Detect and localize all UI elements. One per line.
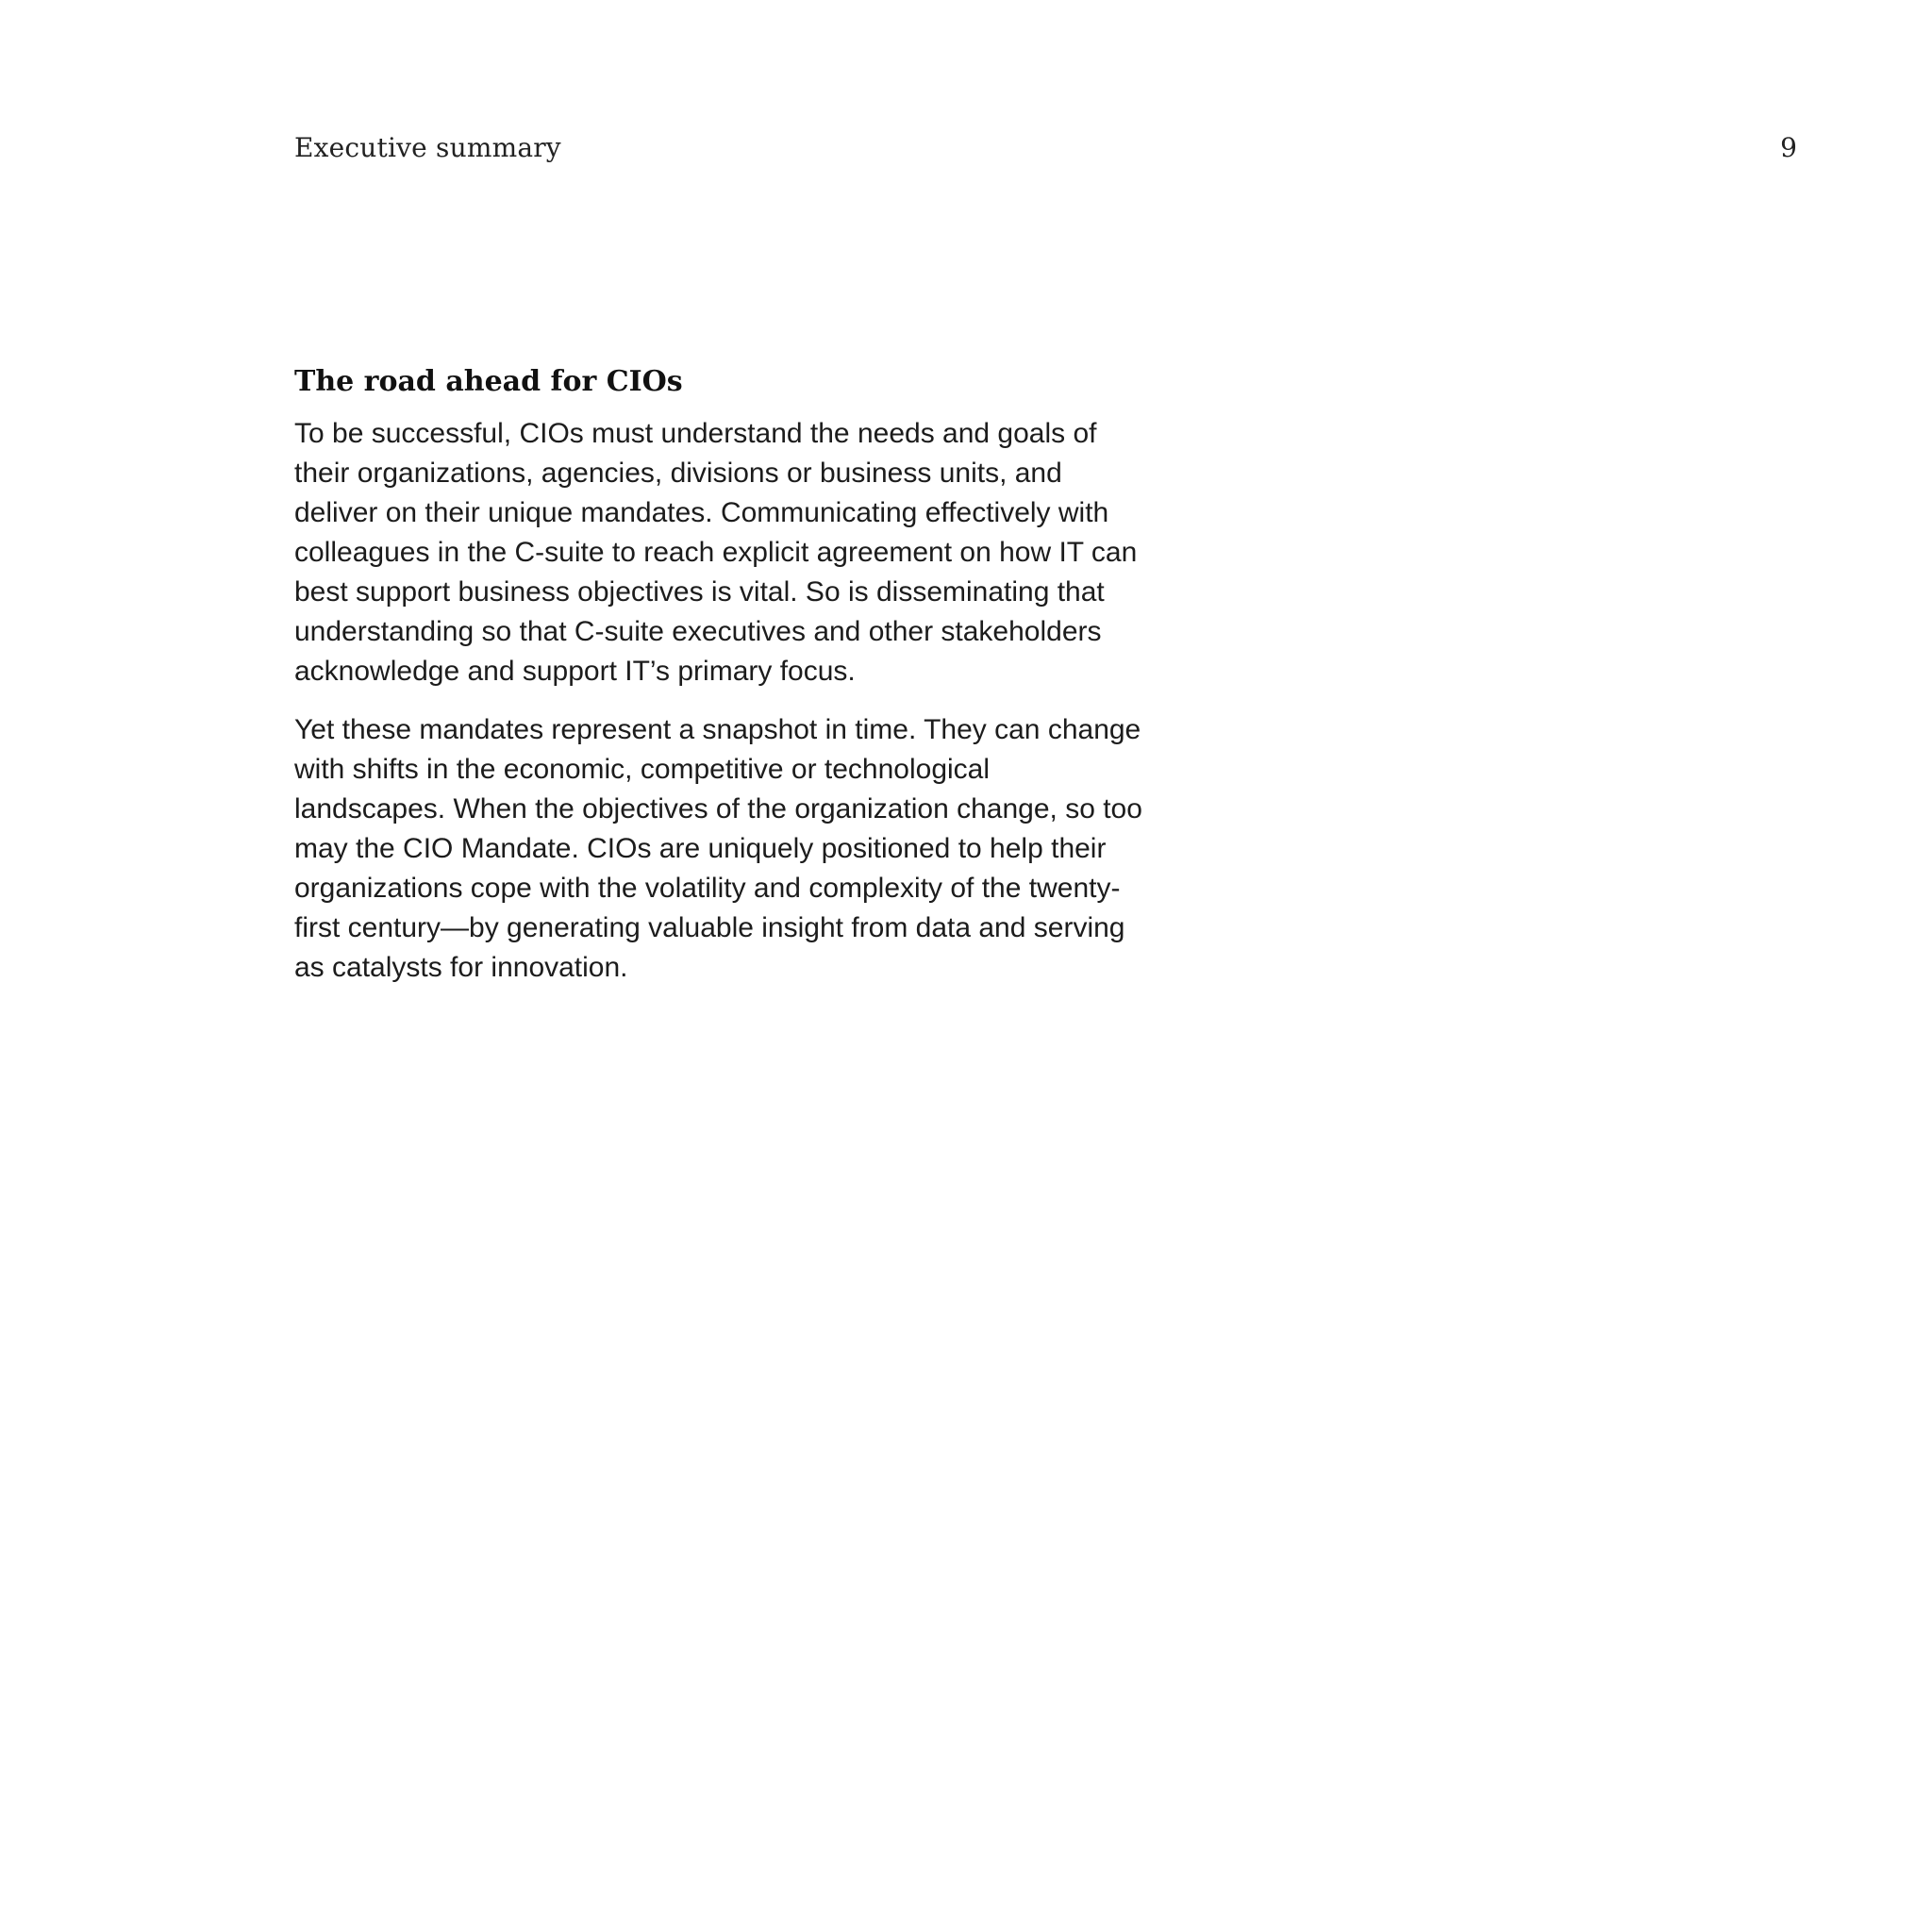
body-paragraph: Yet these mandates represent a snapshot in time. They can change with shifts in the economic, competitive or technological landscapes. When the objectives of the organization change, so too may the CIO Mandate. CIOs are uniquely positioned to help their organizations cope with the volatility and complexity of the twenty-first century—by generating valuable insight from data and serving as catalysts for innovation. [294, 714, 1142, 983]
body-paragraph: To be successful, CIOs must understand the needs and goals of their organizations, agencies, divisions or business units, and deliver on their unique mandates. Communicating effectively with colleagues in the C-suite to reach explicit agreement on how IT can best support business objectives is vital. So is disseminating that understanding so that C-suite executives and other stakeholders acknowledge and support IT’s primary focus. [294, 418, 1138, 687]
page-number: 9 [1780, 132, 1797, 163]
article-section [294, 361, 1143, 1007]
section-heading: The road ahead for CIOs [294, 365, 683, 398]
running-header-title: Executive summary [294, 132, 561, 163]
